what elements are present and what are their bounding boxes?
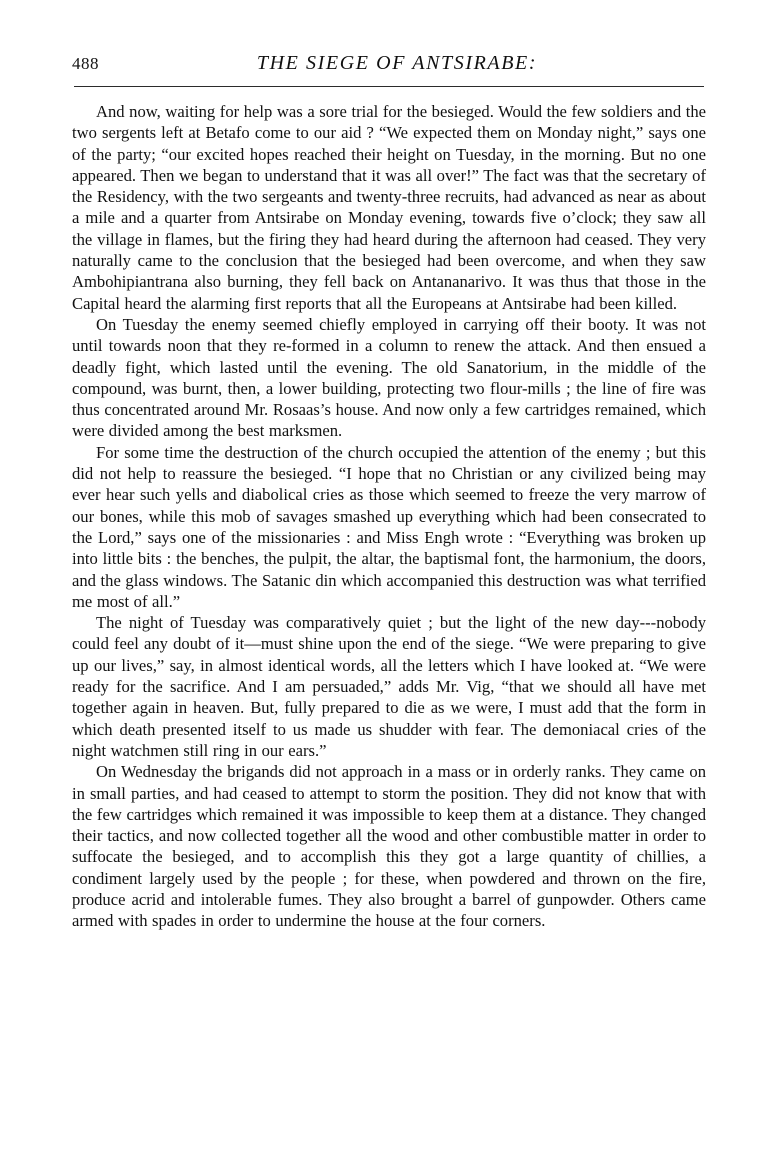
- running-head: [72, 52, 706, 75]
- header-rule: [74, 86, 704, 87]
- paragraph: On Tuesday the enemy seemed chiefly employed in carrying off their booty. It was not until towards noon that they re-formed in a column to renew the attack. And then ensued a deadly fight, which lasted until the evening. The old Sanatorium, in the middle of the compound, was burnt, then, a lower building, protecting two flour-mills ; the line of fire was thus concentrated around Mr. Rosaas’s house. And now only a few cartridges remained, which were divided among the best marksmen.: [72, 314, 706, 441]
- paragraph: On Wednesday the brigands did not approach in a mass or in orderly ranks. They came on in small parties, and had ceased to attempt to storm the position. They did not know that with the few cartridges which remained it was impossible to keep them at a distance. They changed their tactics, and now collected together all the wood and other combustible matter in order to suffocate the besieged, and to accomplish this they got a large quantity of chillies, a condiment largely used by the people ; for these, when powdered and thrown on the fire, produce acrid and intolerable fumes. They also brought a barrel of gunpowder. Others came armed with spades in order to undermine the house at the four corners.: [72, 762, 706, 931]
- paragraph: And now, waiting for help was a sore trial for the besieged. Would the few soldiers and the two sergents left at Betafo come to our aid ? “We expected them on Monday night,” says one of the party; “our excited hopes reached their height on Tuesday, in the morning. But no one appeared. Then we began to understand that it was all over!” The fact was that the secretary of the Residency, with the two sergeants and twenty-three recruits, had advanced as near as about a mile and a quarter from Antsirabe on Monday evening, towards five o’clock; they saw all the village in flames, but the firing they had heard during the afternoon had ceased. They very naturally came to the conclusion that the besieged had been overcome, and when they saw Ambohipiantrana also burning, they fell back on Antananarivo. It was thus that those in the Capital heard the alarming first reports that all the Europeans at Antsirabe had been killed.: [72, 102, 706, 313]
- paragraph: For some time the destruction of the church occupied the attention of the enemy ; but this did not help to reassure the besieged. “I hope that no Christian or any civilized being may ever hear such yells and diabolical cries as those which seemed to freeze the very marrow of our bones, while this mob of savages smashed up everything which had been consecrated to the Lord,” says one of the missionaries : and Miss Engh wrote : “Everything was broken up into little bits : the benches, the pulpit, the altar, the baptismal font, the harmonium, the doors, and the glass windows. The Satanic din which accompanied this destruction was what terrified me most of all.”: [72, 442, 706, 611]
- body-text: [72, 101, 706, 932]
- running-title: THE SIEGE OF ANTSIRABE:: [256, 52, 538, 74]
- paragraph: The night of Tuesday was comparatively quiet ; but the light of the new day---nobody could feel any doubt of it—must shine upon the end of the siege. “We were preparing to give up our lives,” say, in almost identical words, all the letters which I have looked at. “We were ready for the sacrifice. And I am persuaded,” adds Mr. Vig, “that we should all have met together again in heaven. But, fully prepared to die as we were, I must add that the form in which death presented itself to us made us shudder with fear. The demoniacal cries of the night watchmen still ring in our ears.”: [72, 613, 706, 760]
- page-number: 488: [72, 54, 99, 73]
